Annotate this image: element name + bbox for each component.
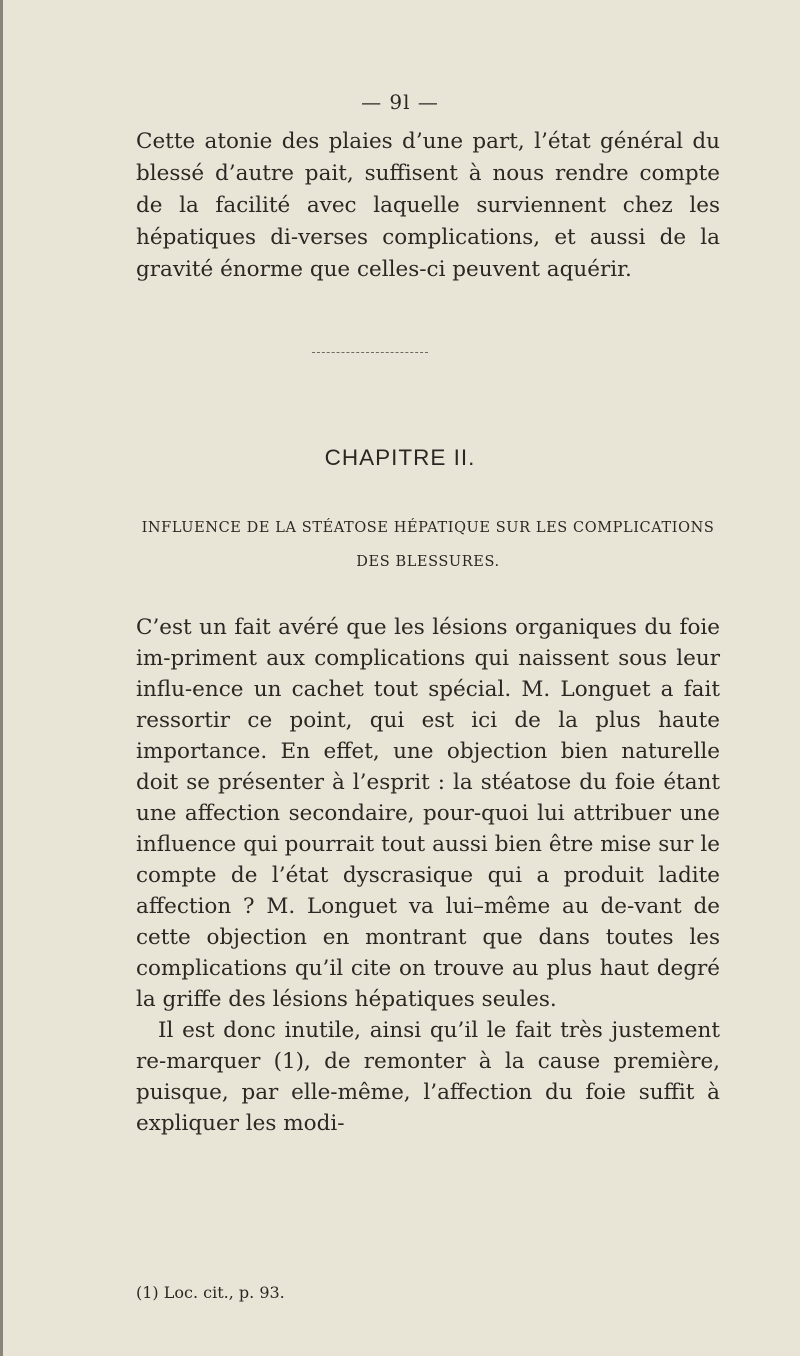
section-divider [312,352,428,353]
chapter-heading: CHAPITRE II. [324,445,476,470]
body-paragraph-2: Il est donc inutile, ainsi qu’il le fait très justement re-marquer (1), de remonter à la cause première, puisque, par elle-même, l’affection du foie suffit à expliquer les modi- [136,1018,720,1136]
chapter-subtitle: INFLUENCE DE LA STÉATOSE HÉPATIQUE SUR LES COMPLICATIONS DES BLESSURES. [141,520,715,570]
body-paragraph-1: C’est un fait avéré que les lésions organiques du foie im-priment aux complications qui naissent sous leur influ-ence un cachet tout spécial. M. Longuet a fait ressortir ce point, qui est ici de la plus haute importance. En effet, une objection bien naturelle doit se présenter à l’esprit : la stéatose du foie étant une affection secondaire, pour-quoi lui attribuer une influence qui pourrait tout aussi bien être mise sur le compte de l’état dyscrasique qui a produit ladite affection ? M. Longuet va lui–même au de-vant de cette objection en montrant que dans toutes les complications qu’il cite on trouve au plus haut degré la griffe des lésions hépatiques seules. [136,615,720,1012]
page-number: — 9l — [361,90,439,114]
intro-paragraph: Cette atonie des plaies d’une part, l’état général du blessé d’autre pait, suffisent à nous rendre compte de la facilité avec laquelle surviennent chez les hépatiques di-verses complications, et aussi de la gravité énorme que celles-ci peuvent aquérir. [136,129,720,282]
chapter-body [136,612,720,1139]
footnote: (1) Loc. cit., p. 93. [136,1283,285,1302]
page-edge-shadow [0,0,3,1356]
